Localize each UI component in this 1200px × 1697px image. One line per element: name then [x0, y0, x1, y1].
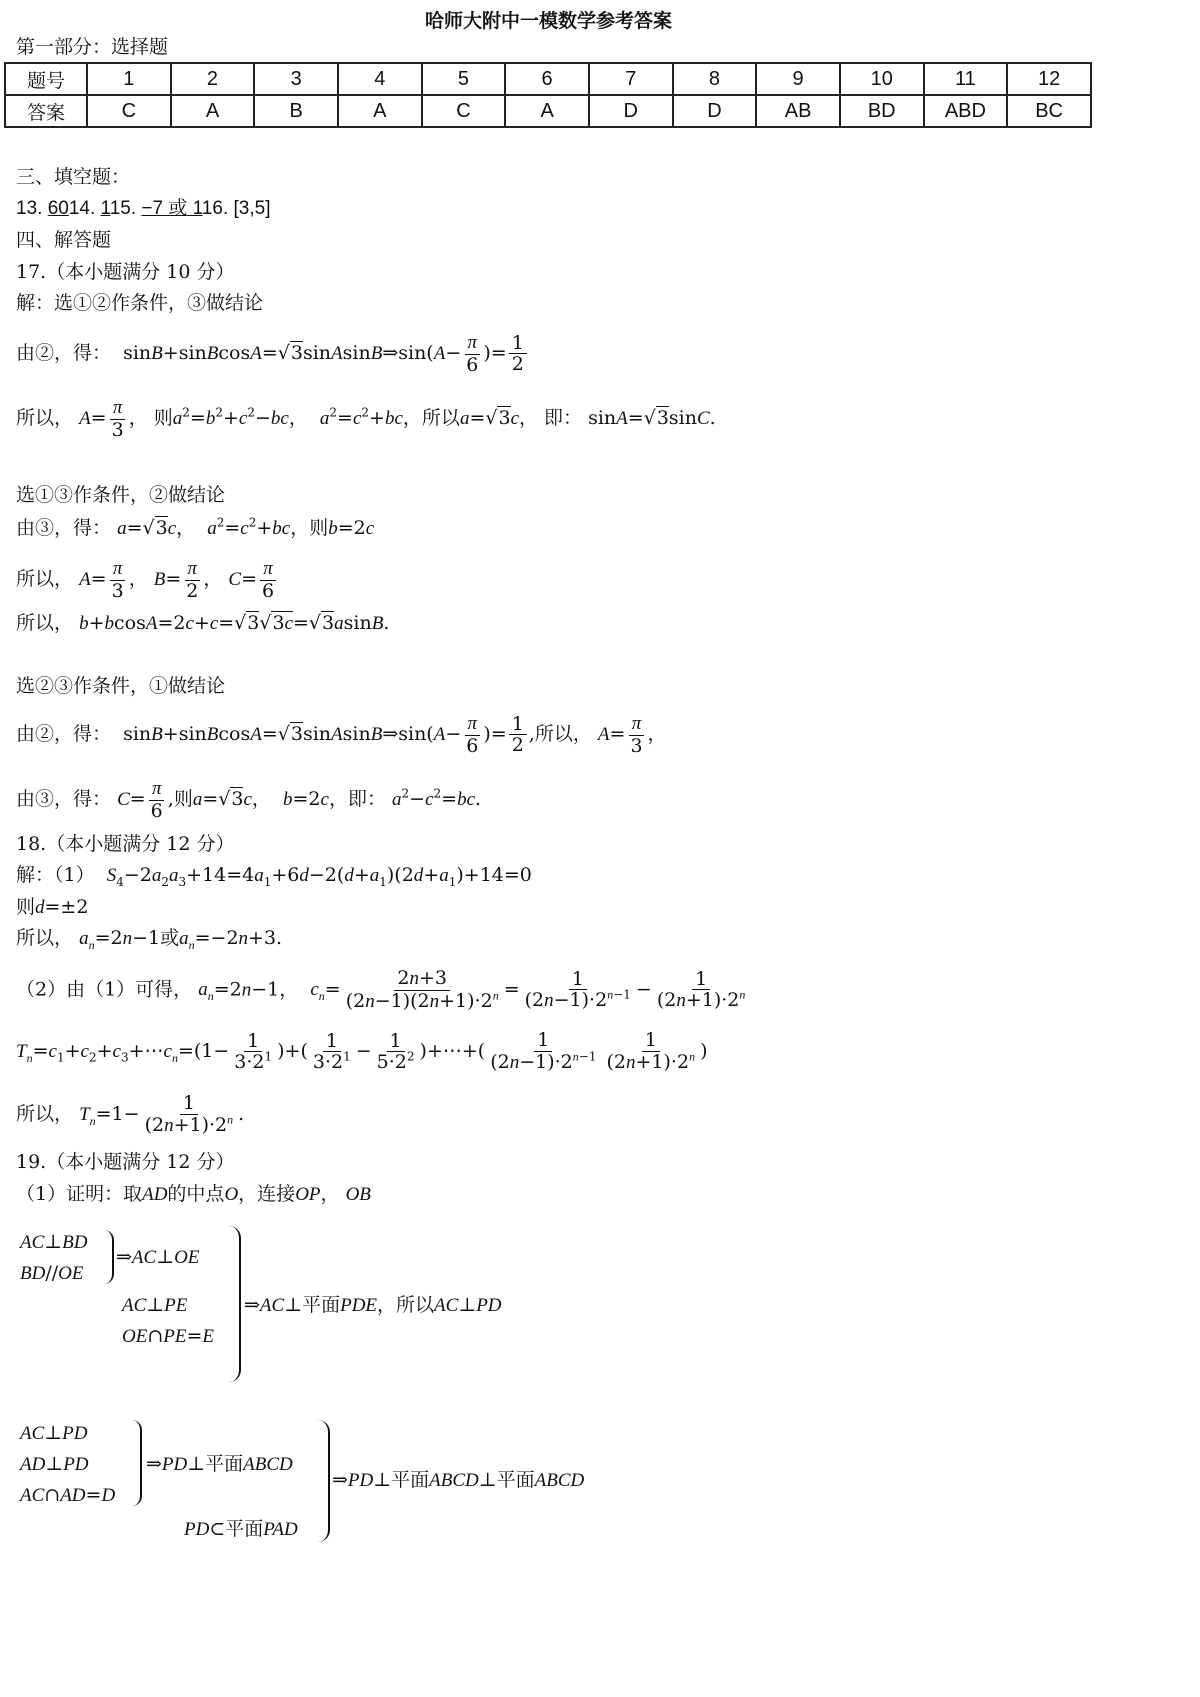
table-cell: A: [171, 95, 255, 127]
table-cell: A: [338, 95, 422, 127]
table-cell: 3: [254, 63, 338, 95]
table-cell: 4: [338, 63, 422, 95]
table-cell: B: [254, 95, 338, 127]
table-cell: 12: [1007, 63, 1091, 95]
table-cell: D: [589, 95, 673, 127]
q19-line-1: （1）证明：取AD的中点O，连接OP， OB: [16, 1183, 371, 1205]
table-cell: BC: [1007, 95, 1091, 127]
table-cell: C: [422, 95, 506, 127]
table-cell: 10: [840, 63, 924, 95]
table-cell: C: [87, 95, 171, 127]
q17-case2-line-2: 所以， A= $\frac{\pi}{3}$ ， B= $\frac{\pi}{2}$ ， C= $\frac{\pi}{6}$: [16, 558, 275, 602]
table-cell: 5: [422, 63, 506, 95]
q17-title: 17.（本小题满分 10 分）: [16, 261, 235, 283]
q18-line-3: 所以， $a_n=2n-1$或$a_n=-2n+3$.: [16, 927, 283, 952]
table-cell: 1: [87, 63, 171, 95]
q18-line-6: 所以， $T_n=1-$ $\frac{1}{(2n+1)\cdot 2^n}$ .: [16, 1092, 245, 1136]
table-cell: D: [673, 95, 757, 127]
section-heading-fill: 三、填空题：: [16, 166, 131, 188]
q18-line-5: $T_n=c_1+c_2+c_3+\cdots c_n=(1-$ $\frac{1}{3\cdot 2^1}$ )+( $\frac{1}{3\cdot 2^1}$ − $\frac{1}{5\cdot 2^2}$ )+⋯+( $\frac{1}{(2n-1)\cdot 2^{n-1}}$ $\frac{1}{(2n+1)\cdot 2^n}$ ): [16, 1029, 708, 1074]
table-cell: 9: [756, 63, 840, 95]
q17-case3-line-2: 由③，得： C= $\frac{\pi}{6}$ ,则a=√3c， b=2c，即： $a^2-c^2=bc$.: [16, 778, 482, 822]
table-cell: A: [505, 95, 589, 127]
row-label-answer: 答案: [5, 95, 87, 127]
q17-line-1: 由②，得： sinB+sinBcosA=√3sinAsinB⇒sin(A− $\frac{\pi}{6}$ )= $\frac{1}{2}$: [16, 332, 529, 376]
fill-answers: 13. 6014. 115. −7 或 116. [3,5]: [16, 198, 271, 219]
q17-case3-line-1: 由②，得： sinB+sinBcosA=√3sinAsinB⇒sin(A− $\frac{\pi}{6}$ )= $\frac{1}{2}$ ,所以， A= $\frac{\pi}{3}$ ，: [16, 712, 667, 757]
section-heading-choice: 第一部分：选择题: [16, 36, 169, 58]
q18-line-2: 则d=±2: [16, 896, 89, 918]
brace: [318, 1420, 330, 1542]
brace: [104, 1230, 114, 1284]
table-row-answers: [5, 95, 1091, 127]
q17-case2-line-3: 所以， b+bcosA=2c+c=√3√3c=√3asinB.: [16, 612, 390, 634]
table-row-numbers: [5, 63, 1091, 95]
q17-case3-heading: 选②③作条件，①做结论: [16, 675, 226, 697]
table-cell: ABD: [924, 95, 1008, 127]
q18-line-1: 解：（1） $S_4-2a_2a_3+14=4a_1+6d-2(d+a_1)(2d+a_1)+14=0$: [16, 864, 532, 889]
q17-case2-heading: 选①③作条件，②做结论: [16, 484, 226, 506]
section-heading-solve: 四、解答题: [16, 229, 112, 251]
answer-table: [4, 62, 1092, 128]
table-cell: AB: [756, 95, 840, 127]
table-cell: 2: [171, 63, 255, 95]
q18-title: 18.（本小题满分 12 分）: [16, 833, 235, 855]
q18-line-4: （2）由（1）可得， $a_n=2n-1$， $c_n=$ $\frac{2n+3}{(2n-1)(2n+1)\cdot 2^n}$ = $\frac{1}{(2n-1)\cdot 2^{n-1}}$ − $\frac{1}{(2n+1)\cdot 2^n}$: [16, 967, 746, 1012]
q19-title: 19.（本小题满分 12 分）: [16, 1151, 235, 1173]
table-cell: BD: [840, 95, 924, 127]
q17-line-2: 所以， A= $\frac{\pi}{3}$ ， 则$a^2=b^2+c^2-bc$， $a^2=c^2+bc$，所以a=√3c， 即： sinA=√3sinC.: [16, 397, 716, 441]
page-title: 哈师大附中一模数学参考答案: [424, 10, 672, 32]
brace: [132, 1420, 142, 1506]
table-cell: 11: [924, 63, 1008, 95]
q17-case2-line-1: 由③，得： a=√3c， $a^2=c^2+bc$，则b=2c: [16, 515, 375, 539]
brace: [229, 1226, 241, 1382]
table-cell: 6: [505, 63, 589, 95]
row-label-number: 题号: [5, 63, 87, 95]
table-cell: 7: [589, 63, 673, 95]
q17-intro: 解：选①②作条件，③做结论: [16, 292, 264, 314]
table-cell: 8: [673, 63, 757, 95]
